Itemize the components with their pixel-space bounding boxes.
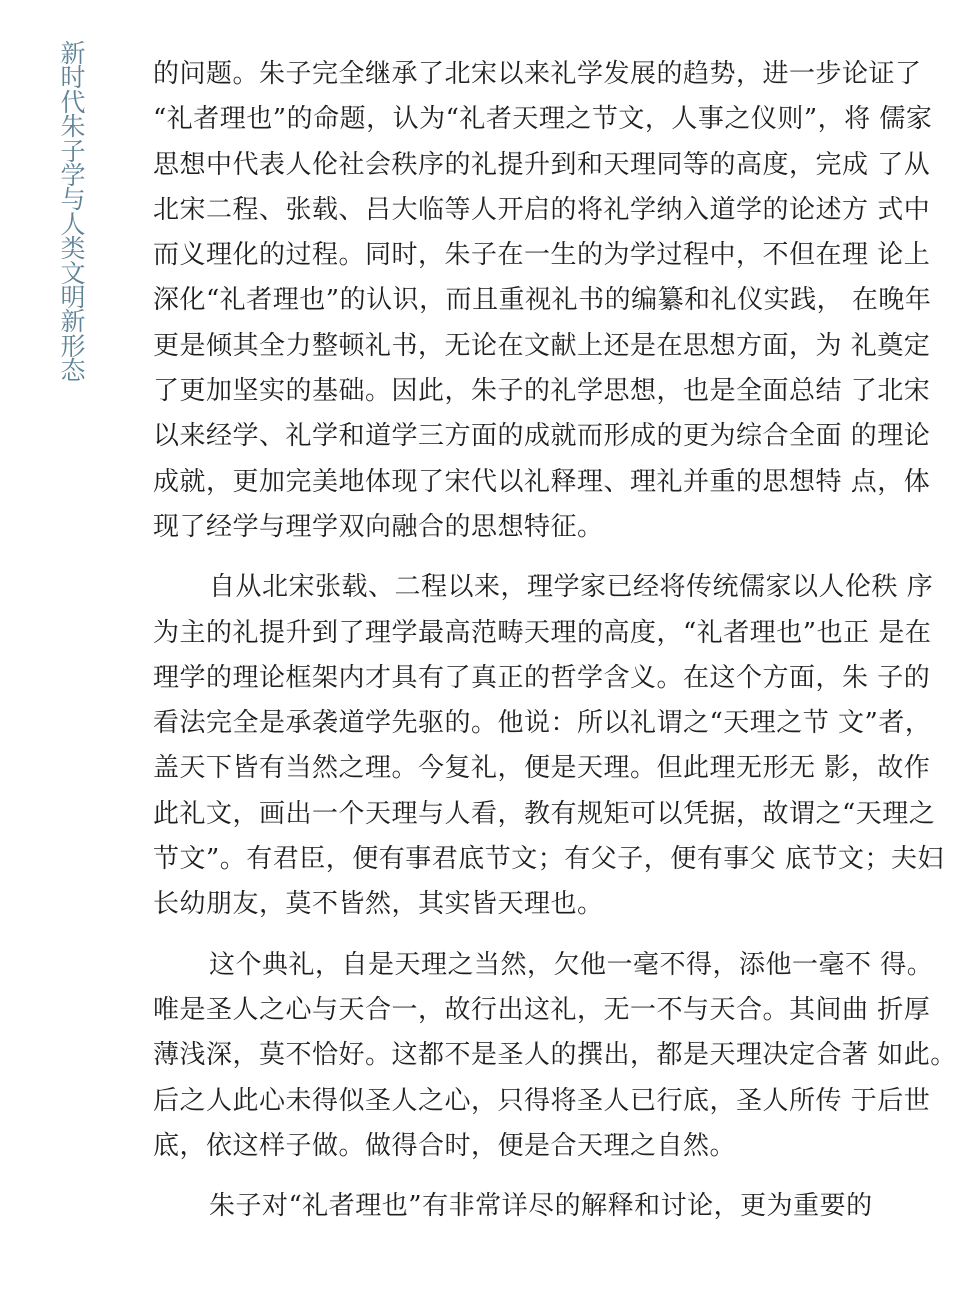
text-line: 此礼文，画出一个天理与人看，教有规矩可以凭据，故谓之“天理之 xyxy=(153,798,936,829)
text-line: 而义理化的过程。同时，朱子在一生的为学过程中，不但在理 论上 xyxy=(153,240,931,271)
text-line: 唯是圣人之心与天合一，故行出这礼，无一不与天合。其间曲 折厚 xyxy=(153,994,931,1025)
text-line: 为主的礼提升到了理学最高范畴天理的高度，“礼者理也”也正 是在 xyxy=(153,617,932,648)
body-paragraph xyxy=(153,52,933,550)
text-line: 节文”。有君臣，便有事君底节文；有父子，便有事父 底节文；夫妇 xyxy=(153,844,945,875)
header-char: 与 xyxy=(60,185,86,215)
header-char: 态 xyxy=(60,356,86,386)
text-line: 长幼朋友，莫不皆然，其实皆天理也。 xyxy=(153,889,604,920)
body-paragraph xyxy=(153,565,945,927)
text-line: 看法完全是承袭道学先驱的。他说：所以礼谓之“天理之节 文”者， xyxy=(153,708,932,739)
header-char: 类 xyxy=(60,234,86,264)
text-line: 深化“礼者理也”的认识，而且重视礼书的编纂和礼仪实践， 在晚年 xyxy=(153,285,932,316)
text-line: 北宋二程、张载、吕大临等人开启的将礼学纳入道学的论述方 式中 xyxy=(153,194,931,225)
header-char: 人 xyxy=(60,209,86,239)
page-body xyxy=(153,52,957,1229)
text-line: 朱子对“礼者理也”有非常详尽的解释和讨论，更为重要的 xyxy=(209,1191,873,1222)
header-char: 子 xyxy=(60,136,86,166)
text-line: 现了经学与理学双向融合的思想特征。 xyxy=(153,511,604,542)
text-line: 后之人此心未得似圣人之心，只得将圣人已行底，圣人所传 于后世 xyxy=(153,1085,931,1116)
text-line: 薄浅深，莫不恰好。这都不是圣人的撰出，都是天理决定合著 如此。 xyxy=(153,1040,957,1071)
text-line: 理学的理论框架内才具有了真正的哲学含义。在这个方面，朱 子的 xyxy=(153,662,931,693)
text-line: 的问题。朱子完全继承了北宋以来礼学发展的趋势，进一步论证了 xyxy=(153,59,922,89)
text-line: 这个典礼，自是天理之当然，欠他一毫不得，添他一毫不 得。 xyxy=(209,949,934,980)
body-paragraph xyxy=(153,1184,888,1229)
text-line: 以来经学、礼学和道学三方面的成就而形成的更为综合全面 的理论 xyxy=(153,421,931,452)
header-char: 明 xyxy=(60,283,86,313)
text-line: 了更加坚实的基础。因此，朱子的礼学思想，也是全面总结 了北宋 xyxy=(153,376,931,407)
header-char: 新 xyxy=(60,39,86,68)
text-line: “礼者理也”的命题，认为“礼者天理之节文，人事之仪则”，将 儒家 xyxy=(153,104,933,135)
body-paragraph xyxy=(153,943,957,1169)
header-char: 代 xyxy=(60,87,86,117)
text-line: 思想中代表人伦社会秩序的礼提升到和天理同等的高度，完成 了从 xyxy=(153,149,931,180)
text-line: 成就，更加完美地体现了宋代以礼释理、理礼并重的思想特 点，体 xyxy=(153,466,931,497)
header-char: 新 xyxy=(60,307,86,337)
text-line: 盖天下皆有当然之理。今复礼，便是天理。但此理无形无 影，故作 xyxy=(153,753,931,784)
running-header-vertical xyxy=(56,39,90,386)
header-char: 时 xyxy=(60,63,86,93)
text-line: 底，依这样子做。做得合时，便是合天理之自然。 xyxy=(153,1130,737,1161)
header-char: 朱 xyxy=(60,112,86,142)
header-char: 文 xyxy=(60,258,86,288)
text-line: 自从北宋张载、二程以来，理学家已经将传统儒家以人伦秩 序 xyxy=(209,572,934,603)
header-char: 形 xyxy=(60,331,86,361)
text-line: 更是倾其全力整顿礼书，无论在文献上还是在思想方面，为 礼奠定 xyxy=(153,330,931,361)
header-char: 学 xyxy=(60,161,86,191)
